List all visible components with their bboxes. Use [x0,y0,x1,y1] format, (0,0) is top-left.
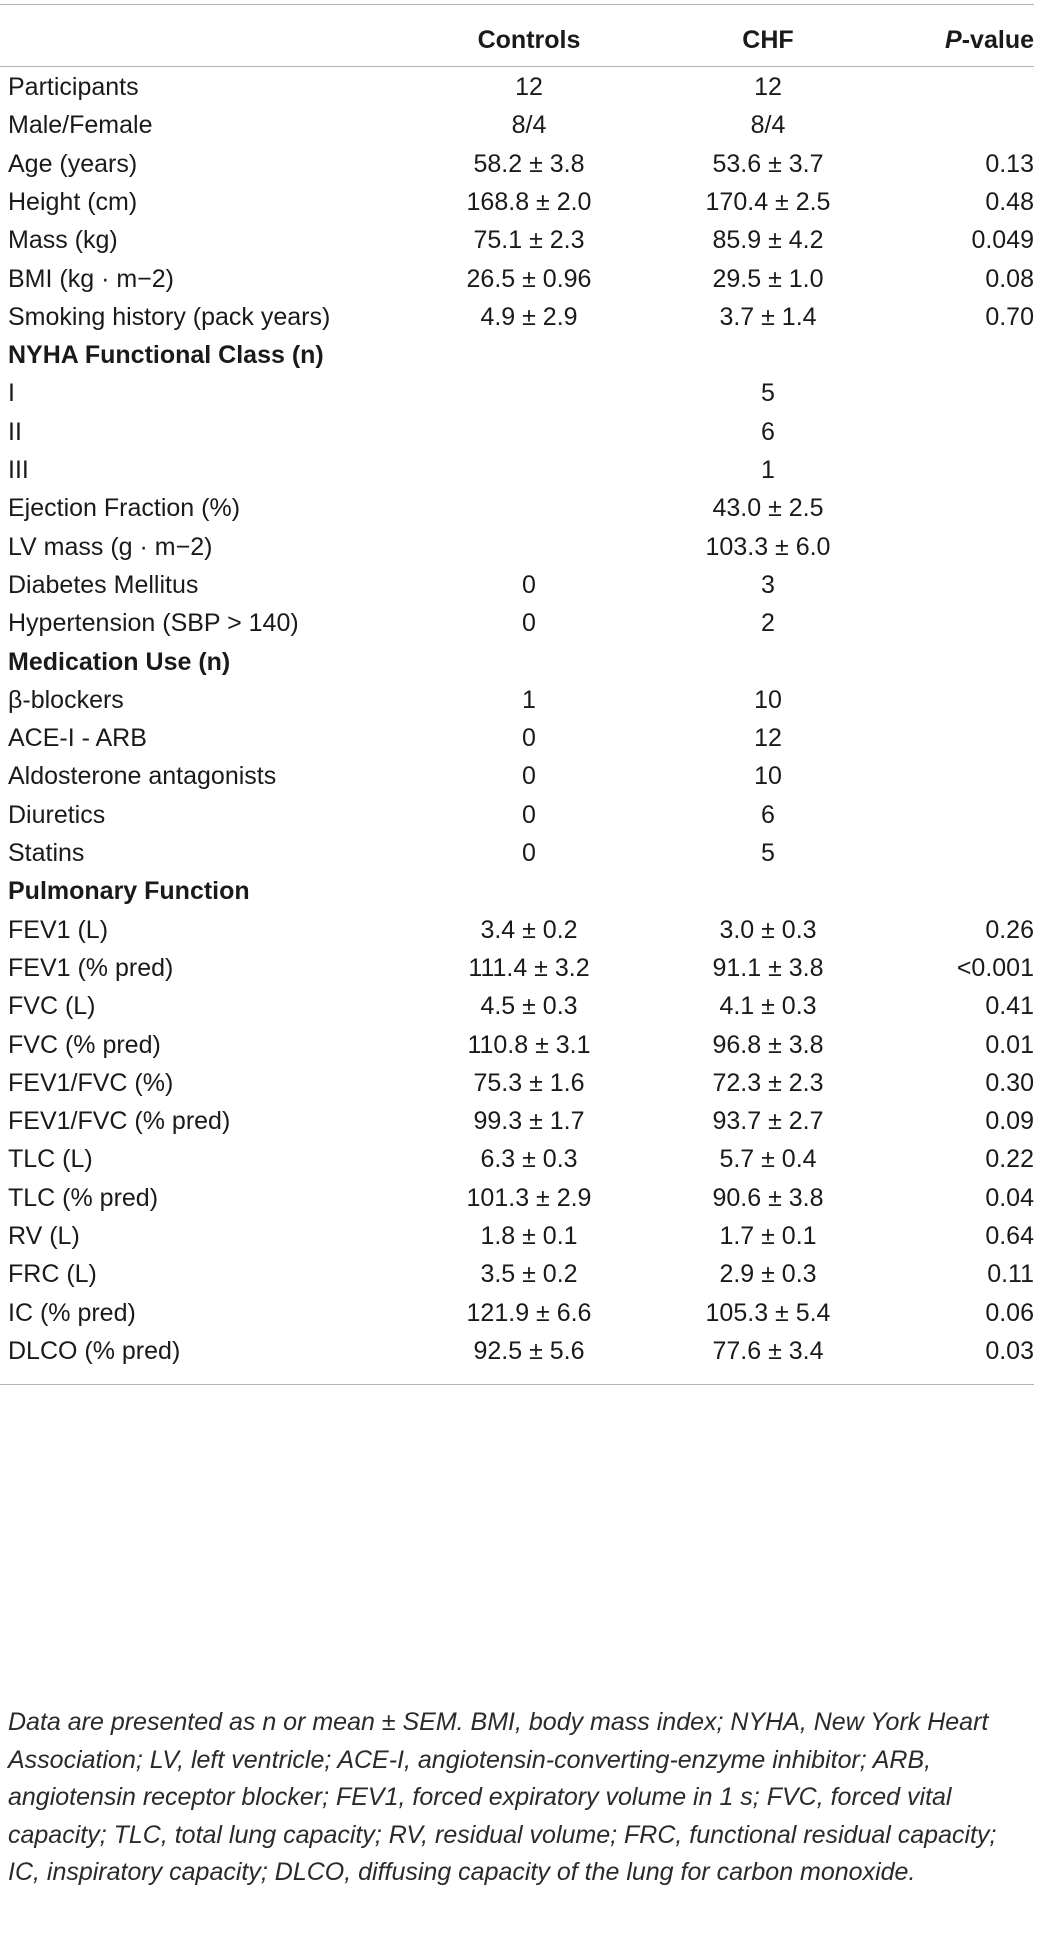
cell-chf: 10 [754,762,782,791]
row-label: IC (% pred) [8,1298,136,1327]
cell-controls: 8/4 [511,111,547,140]
row-label: FEV1 (% pred) [8,953,174,982]
row-label: Hypertension (SBP > 140) [8,609,299,638]
cell-controls: 0 [522,800,536,829]
row-label: FVC (L) [8,992,96,1021]
cell-chf: 3 [761,570,775,599]
cell-chf: 93.7 ± 2.7 [712,1107,824,1136]
cell-controls: 58.2 ± 3.8 [473,149,585,178]
cell-chf: 1 [761,456,775,484]
cell-controls: 0 [522,609,536,638]
cell-chf: 6 [761,417,775,446]
cell-chf: 29.5 ± 1.0 [712,264,824,293]
row-label: FVC (% pred) [8,1030,161,1059]
row-label: FEV1/FVC (% pred) [8,1107,231,1136]
cell-chf: 12 [754,724,782,753]
cell-p-value: 0.41 [985,992,1034,1021]
cell-chf: 4.1 ± 0.3 [719,992,817,1021]
header-chf: CHF [742,26,794,54]
header-p-value: P-value [945,26,1034,54]
row-label: Aldosterone antagonists [8,762,277,791]
cell-controls: 4.5 ± 0.3 [480,992,578,1021]
cell-controls: 4.9 ± 2.9 [480,302,578,331]
row-label: TLC (% pred) [8,1183,159,1212]
cell-controls: 110.8 ± 3.1 [467,1030,591,1059]
cell-chf: 1.7 ± 0.1 [719,1222,817,1250]
cell-chf: 10 [754,685,782,714]
row-label: FEV1/FVC (%) [8,1068,174,1097]
cell-controls: 99.3 ± 1.7 [473,1107,585,1136]
row-label: Mass (kg) [8,226,118,255]
cell-controls: 1 [522,685,536,714]
cell-chf: 3.0 ± 0.3 [719,915,817,944]
cell-chf: 3.7 ± 1.4 [719,302,817,331]
row-label: β-blockers [8,685,124,714]
cell-chf: 5 [761,379,775,408]
cell-chf: 105.3 ± 5.4 [705,1298,831,1327]
row-label: NYHA Functional Class (n) [8,341,324,370]
cell-chf: 6 [761,800,775,829]
cell-p-value: 0.48 [985,187,1034,216]
cell-chf: 8/4 [750,111,786,140]
row-label: Participants [8,73,139,101]
table-row [0,1328,1034,1375]
cell-chf: 2.9 ± 0.3 [719,1260,817,1289]
row-label: Pulmonary Function [8,877,250,906]
row-label: FRC (L) [8,1260,97,1289]
cell-chf: 72.3 ± 2.3 [712,1068,824,1097]
row-label: I [8,379,15,408]
row-label: BMI (kg · m−2) [8,264,174,293]
cell-chf: 170.4 ± 2.5 [705,187,831,216]
cell-p-value: 0.06 [985,1298,1034,1327]
cell-chf: 77.6 ± 3.4 [712,1336,824,1365]
header-controls: Controls [477,26,581,54]
cell-p-value: 0.64 [985,1222,1034,1250]
cell-controls: 0 [522,724,536,753]
row-label: Statins [8,839,85,867]
cell-p-value: 0.13 [985,149,1034,178]
table-footnote: Data are presented as n or mean ± SEM. BMI, body mass index; NYHA, New York Heart Association; LV, left ventricle; ACE-I, angiotensin-converting-enzyme inhibitor; ARB, angiotensin receptor blocker; FEV1, forced expiratory volume in 1 s; FVC, forced vital capacity; TLC, total lung capacity; RV, residual volume; FRC, functional residual capacity; IC, inspiratory capacity; DLCO, diffusing capacity of the lung for carbon monoxide. [8,1708,997,1887]
cell-p-value: 0.01 [985,1030,1034,1059]
bottom-rule [0,1384,1034,1385]
row-label: Diabetes Mellitus [8,570,199,599]
row-label: Medication Use (n) [8,647,231,676]
row-label: DLCO (% pred) [8,1336,181,1365]
cell-controls: 6.3 ± 0.3 [480,1145,578,1174]
row-label: RV (L) [8,1222,80,1250]
cell-controls: 3.5 ± 0.2 [480,1260,578,1289]
cell-controls: 92.5 ± 5.6 [473,1336,585,1365]
row-label: Smoking history (pack years) [8,302,331,331]
row-label: FEV1 (L) [8,915,109,944]
cell-chf: 91.1 ± 3.8 [712,953,824,982]
row-label: TLC (L) [8,1145,93,1174]
cell-p-value: <0.001 [956,953,1034,982]
cell-chf: 43.0 ± 2.5 [712,494,824,523]
cell-chf: 5.7 ± 0.4 [719,1145,817,1174]
row-label: II [8,417,22,446]
cell-chf: 103.3 ± 6.0 [705,532,831,561]
cell-controls: 0 [522,762,536,791]
table-header-row [0,17,1034,64]
cell-chf: 90.6 ± 3.8 [712,1183,824,1212]
row-label: Diuretics [8,800,106,829]
cell-p-value: 0.11 [987,1260,1034,1289]
cell-controls: 101.3 ± 2.9 [466,1183,592,1212]
row-label: LV mass (g · m−2) [8,532,213,561]
cell-controls: 1.8 ± 0.1 [480,1222,578,1250]
cell-p-value: 0.22 [985,1145,1034,1174]
cell-p-value: 0.30 [985,1068,1034,1097]
row-label: Male/Female [8,111,153,140]
cell-chf: 85.9 ± 4.2 [712,226,824,255]
cell-chf: 5 [761,839,775,867]
cell-controls: 75.3 ± 1.6 [473,1068,585,1097]
cell-controls: 26.5 ± 0.96 [466,264,592,293]
cell-controls: 121.9 ± 6.6 [466,1298,592,1327]
row-label: Age (years) [8,149,138,178]
cell-controls: 12 [515,73,543,101]
cell-chf: 2 [761,609,775,638]
cell-p-value: 0.26 [985,915,1034,944]
cell-p-value: 0.03 [985,1336,1034,1365]
row-label: ACE-I - ARB [8,724,147,753]
cell-p-value: 0.09 [985,1107,1034,1136]
cell-controls: 168.8 ± 2.0 [466,187,592,216]
row-label: Ejection Fraction (%) [8,494,241,523]
row-label: Height (cm) [8,187,138,216]
cell-p-value: 0.08 [985,264,1034,293]
cell-controls: 0 [522,570,536,599]
cell-controls: 75.1 ± 2.3 [473,226,585,255]
cell-p-value: 0.049 [971,226,1034,255]
cell-p-value: 0.04 [985,1183,1034,1212]
cell-chf: 96.8 ± 3.8 [712,1030,824,1059]
cell-controls: 111.4 ± 3.2 [468,953,590,982]
cell-controls: 3.4 ± 0.2 [480,915,578,944]
cell-controls: 0 [522,839,536,867]
row-label: III [8,456,29,484]
cell-chf: 53.6 ± 3.7 [712,149,824,178]
top-rule [0,4,1034,5]
cell-p-value: 0.70 [985,302,1034,331]
cell-chf: 12 [754,73,782,101]
